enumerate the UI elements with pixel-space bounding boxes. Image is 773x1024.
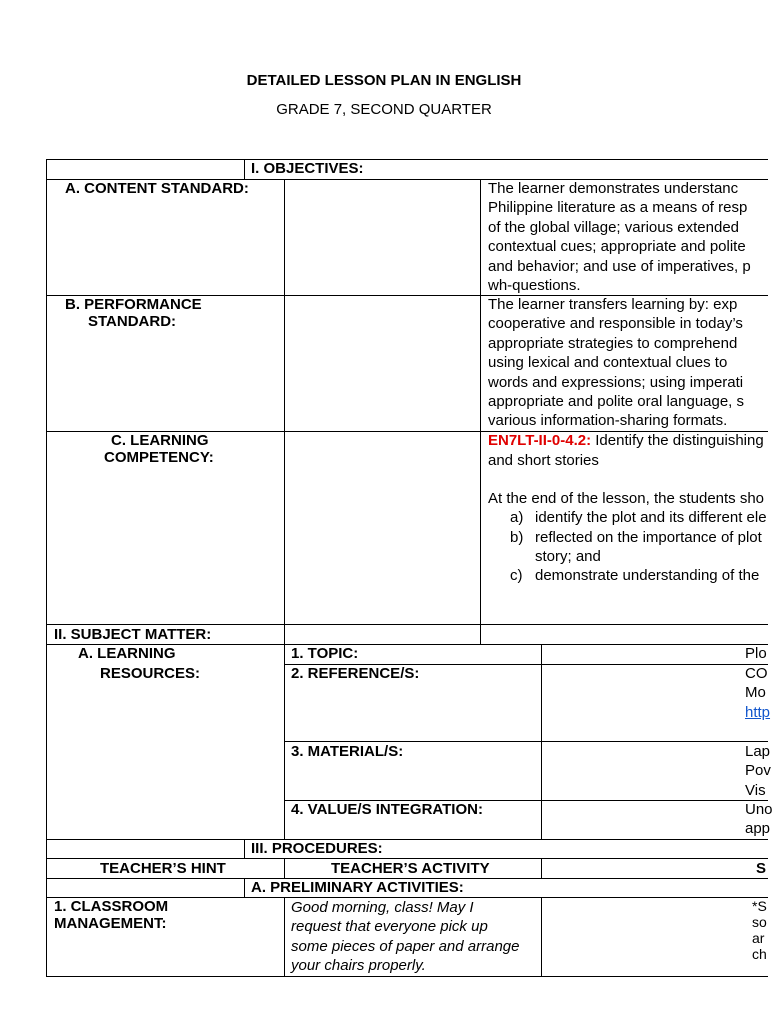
- text-line: Good morning, class! May I: [291, 899, 474, 916]
- text-line: so: [752, 914, 767, 930]
- text-line: some pieces of paper and arrange: [291, 937, 520, 955]
- text-line: ar: [752, 930, 765, 946]
- text-line: appropriate strategies to comprehend: [488, 334, 738, 352]
- row-line: [46, 976, 768, 977]
- text-line: wh-questions.: [488, 277, 581, 295]
- list-marker: b): [510, 529, 524, 546]
- learning-resources-label-1: A. LEARNING: [78, 645, 176, 662]
- competency-line-1: [488, 431, 764, 450]
- text-line: *S: [752, 898, 767, 914]
- text-line: ch: [752, 946, 767, 962]
- text-line: Mo: [745, 684, 766, 702]
- subject-matter-heading: II. SUBJECT MATTER:: [54, 626, 212, 643]
- col-line: [284, 644, 285, 840]
- list-item: reflected on the importance of plot: [535, 529, 762, 546]
- text-line: various information-sharing formats.: [488, 412, 728, 430]
- col-line: [480, 179, 481, 645]
- reference-value: [745, 664, 770, 722]
- topic-label: 1. TOPIC:: [291, 645, 359, 662]
- document-title: DETAILED LESSON PLAN IN ENGLISH: [246, 72, 522, 89]
- text-line: appropriate and polite oral language, s: [488, 393, 745, 411]
- learning-competency-label-1: C. LEARNING: [111, 432, 209, 449]
- reference-link[interactable]: http: [745, 703, 771, 721]
- text-line: contextual cues; appropriate and polite: [488, 238, 746, 256]
- list-marker: a): [510, 509, 524, 526]
- learning-competency-label-2: COMPETENCY:: [104, 449, 214, 466]
- teachers-hint-header: TEACHER’S HINT: [100, 860, 226, 877]
- text-line: app: [745, 820, 771, 838]
- text-line: words and expressions; using imperati: [488, 373, 744, 391]
- text-line: 1. CLASSROOM: [54, 898, 169, 915]
- preliminary-activities-heading: A. PRELIMINARY ACTIVITIES:: [251, 879, 464, 896]
- list-item: story; and: [535, 548, 601, 565]
- col-line: [541, 644, 542, 840]
- content-standard-label: A. CONTENT STANDARD:: [65, 180, 249, 197]
- text-line: The learner transfers learning by: exp: [488, 296, 738, 313]
- col-line: [284, 858, 285, 878]
- row-line: [46, 159, 768, 160]
- text-line: Lap: [745, 743, 771, 760]
- learning-resources-label-2: RESOURCES:: [100, 665, 201, 682]
- col-line: [541, 858, 542, 878]
- topic-value: Plo: [745, 645, 767, 662]
- col-line: [541, 897, 542, 977]
- col-line: [244, 878, 245, 898]
- col-line: [46, 159, 47, 977]
- performance-standard-text: [488, 295, 744, 431]
- competency-line-2: and short stories: [488, 452, 599, 469]
- teachers-activity-header: TEACHER’S ACTIVITY: [331, 860, 490, 877]
- teacher-activity-text: [291, 898, 519, 976]
- value-integration-value: [745, 800, 773, 839]
- text-line: request that everyone pick up: [291, 918, 488, 936]
- text-line: Philippine literature as a means of resp: [488, 199, 748, 217]
- competency-code-text: Identify the distinguishing: [591, 432, 764, 449]
- competency-code: EN7LT-II-0-4.2:: [488, 432, 592, 449]
- col-line: [284, 179, 285, 645]
- material-label: 3. MATERIAL/S:: [291, 743, 404, 760]
- text-line: Vis: [745, 781, 766, 799]
- text-line: CO: [745, 665, 768, 682]
- text-line: your chairs properly.: [291, 957, 426, 975]
- performance-standard-label-2: STANDARD:: [88, 313, 177, 330]
- competency-intro: At the end of the lesson, the students sho: [488, 490, 765, 507]
- student-activity-text: [752, 898, 767, 962]
- text-line: Pov: [745, 762, 771, 780]
- material-value: [745, 742, 771, 800]
- list-item: demonstrate understanding of the: [535, 567, 760, 584]
- performance-standard-label-1: B. PERFORMANCE: [65, 296, 202, 313]
- row-line: [46, 839, 768, 840]
- text-line: The learner demonstrates understanc: [488, 180, 739, 197]
- students-activity-header: S: [756, 860, 767, 877]
- content-standard-text: [488, 179, 751, 295]
- objectives-heading: I. OBJECTIVES:: [251, 160, 364, 177]
- classroom-management-label: [54, 898, 168, 932]
- list-marker: c): [510, 567, 523, 584]
- list-item: identify the plot and its different ele: [535, 509, 767, 526]
- text-line: using lexical and contextual clues to: [488, 354, 728, 372]
- col-line: [244, 839, 245, 859]
- col-line: [244, 159, 245, 180]
- text-line: MANAGEMENT:: [54, 915, 167, 932]
- document-subtitle: GRADE 7, SECOND QUARTER: [276, 101, 492, 118]
- text-line: of the global village; various extended: [488, 218, 740, 236]
- text-line: cooperative and responsible in today’s: [488, 315, 743, 333]
- text-line: Uno: [745, 801, 773, 818]
- reference-label: 2. REFERENCE/S:: [291, 665, 420, 682]
- value-integration-label: 4. VALUE/S INTEGRATION:: [291, 801, 483, 818]
- col-line: [284, 897, 285, 977]
- procedures-heading: III. PROCEDURES:: [251, 840, 383, 857]
- text-line: and behavior; and use of imperatives, p: [488, 257, 751, 275]
